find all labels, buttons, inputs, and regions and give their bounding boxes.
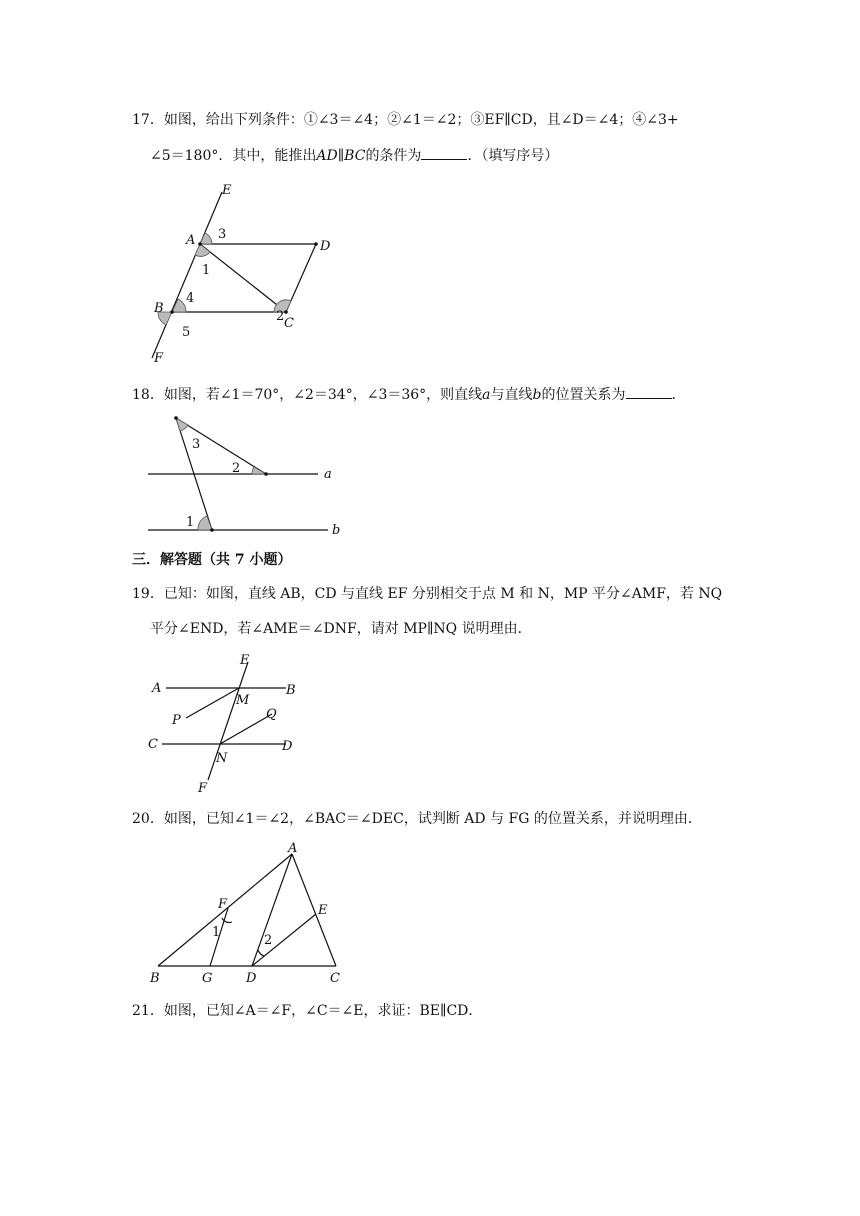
q18-angle2-mark: [252, 467, 266, 474]
q18-segment-top: [176, 418, 266, 474]
q18-figure: [140, 410, 350, 540]
q18-angle3-mark: [176, 418, 188, 431]
section-heading: 三．解答题（共 7 小题）: [132, 552, 292, 568]
q18-b: b: [532, 387, 542, 403]
q17-line2-post: ．（填写序号）: [467, 148, 559, 164]
q17-text-line2: [150, 145, 558, 166]
q20-label-1: 1: [212, 925, 221, 940]
q19-line-nq: [220, 714, 272, 744]
q17-line2-ad: AD: [316, 148, 338, 164]
q17-answer-blank[interactable]: [421, 145, 467, 160]
q17-line-ac: [200, 244, 286, 312]
q17-label-f: F: [154, 351, 164, 366]
q17-label-3: 3: [218, 227, 227, 242]
q18-label-b: b: [332, 523, 341, 538]
q19-line-ef: [208, 662, 248, 780]
q19-label-c: C: [148, 737, 158, 752]
q18-mid: 与直线: [490, 387, 533, 403]
q20-label-d: D: [246, 971, 257, 986]
q19-label-b: B: [286, 683, 296, 698]
q18-text: [132, 384, 686, 405]
q20-figure: [140, 836, 360, 992]
q17-label-5: 5: [182, 325, 191, 340]
q17-angle1-mark: [195, 244, 210, 256]
q20-angle2-mark: [258, 950, 264, 956]
q17-line2-mid: 的条件为: [365, 148, 422, 164]
q19-label-d: D: [282, 739, 293, 754]
q17-label-4: 4: [186, 291, 195, 306]
q19-text-line2: 平分∠END，若∠AME＝∠DNF，请对 MP∥NQ 说明理由．: [150, 621, 532, 637]
q19-text-line1: 19．已知：如图，直线 AB，CD 与直线 EF 分别相交于点 M 和 N，MP 平分∠AMF，若 NQ: [132, 586, 723, 602]
q20-label-b: B: [150, 971, 160, 986]
q18-label-1: 1: [186, 515, 195, 530]
q18-a: a: [482, 387, 491, 403]
q18-label-3: 3: [192, 437, 201, 452]
q17-line2-bc: BC: [344, 148, 366, 164]
q19-label-m: M: [236, 693, 250, 708]
q17-line2-par: ∥: [337, 148, 345, 164]
q17-label-b: B: [154, 301, 164, 316]
q17-label-2: 2: [276, 309, 285, 324]
q20-label-g: G: [202, 971, 213, 986]
q17-label-a: A: [186, 233, 196, 248]
q18-pre: 18．如图，若∠1＝70°，∠2＝34°，∠3＝36°，则直线: [132, 387, 483, 403]
q20-label-2: 2: [264, 933, 273, 948]
q18-label-2: 2: [232, 461, 241, 476]
q19-label-f: F: [198, 781, 208, 796]
q18-angle1-mark: [198, 516, 212, 530]
q18-end: ．: [671, 387, 686, 403]
q19-label-p: P: [172, 713, 181, 728]
q17-label-1: 1: [202, 263, 211, 278]
q20-text: 20．如图，已知∠1＝∠2，∠BAC＝∠DEC，试判断 AD 与 FG 的位置关系，并说明理由．: [132, 811, 702, 827]
q20-label-c: C: [330, 971, 340, 986]
q19-label-n: N: [216, 751, 228, 766]
q17-label-c: C: [284, 316, 294, 331]
q17-line2-pre: ∠5＝180°．其中，能推出: [150, 148, 317, 164]
q20-label-e: E: [318, 903, 328, 918]
q18-label-a: a: [324, 467, 332, 482]
q21-text: 21．如图，已知∠A＝∠F，∠C＝∠E，求证：BE∥CD．: [132, 1003, 483, 1019]
q17-figure: [140, 178, 340, 370]
q19-label-a: A: [152, 681, 162, 696]
q20-line-ac: [292, 854, 336, 966]
q17-label-d: D: [320, 239, 331, 254]
q17-label-e: E: [222, 183, 232, 198]
q20-label-a: A: [288, 841, 298, 856]
q19-figure: [140, 648, 320, 800]
q18-post: 的位置关系为: [541, 387, 626, 403]
q17-text-line1: 17．如图，给出下列条件：①∠3＝∠4；②∠1＝∠2；③EF∥CD，且∠D＝∠4；④∠3+: [132, 112, 679, 128]
q20-label-f: F: [218, 897, 228, 912]
q19-label-q: Q: [266, 707, 277, 722]
q19-label-e: E: [240, 653, 250, 668]
q18-answer-blank[interactable]: [626, 384, 672, 399]
